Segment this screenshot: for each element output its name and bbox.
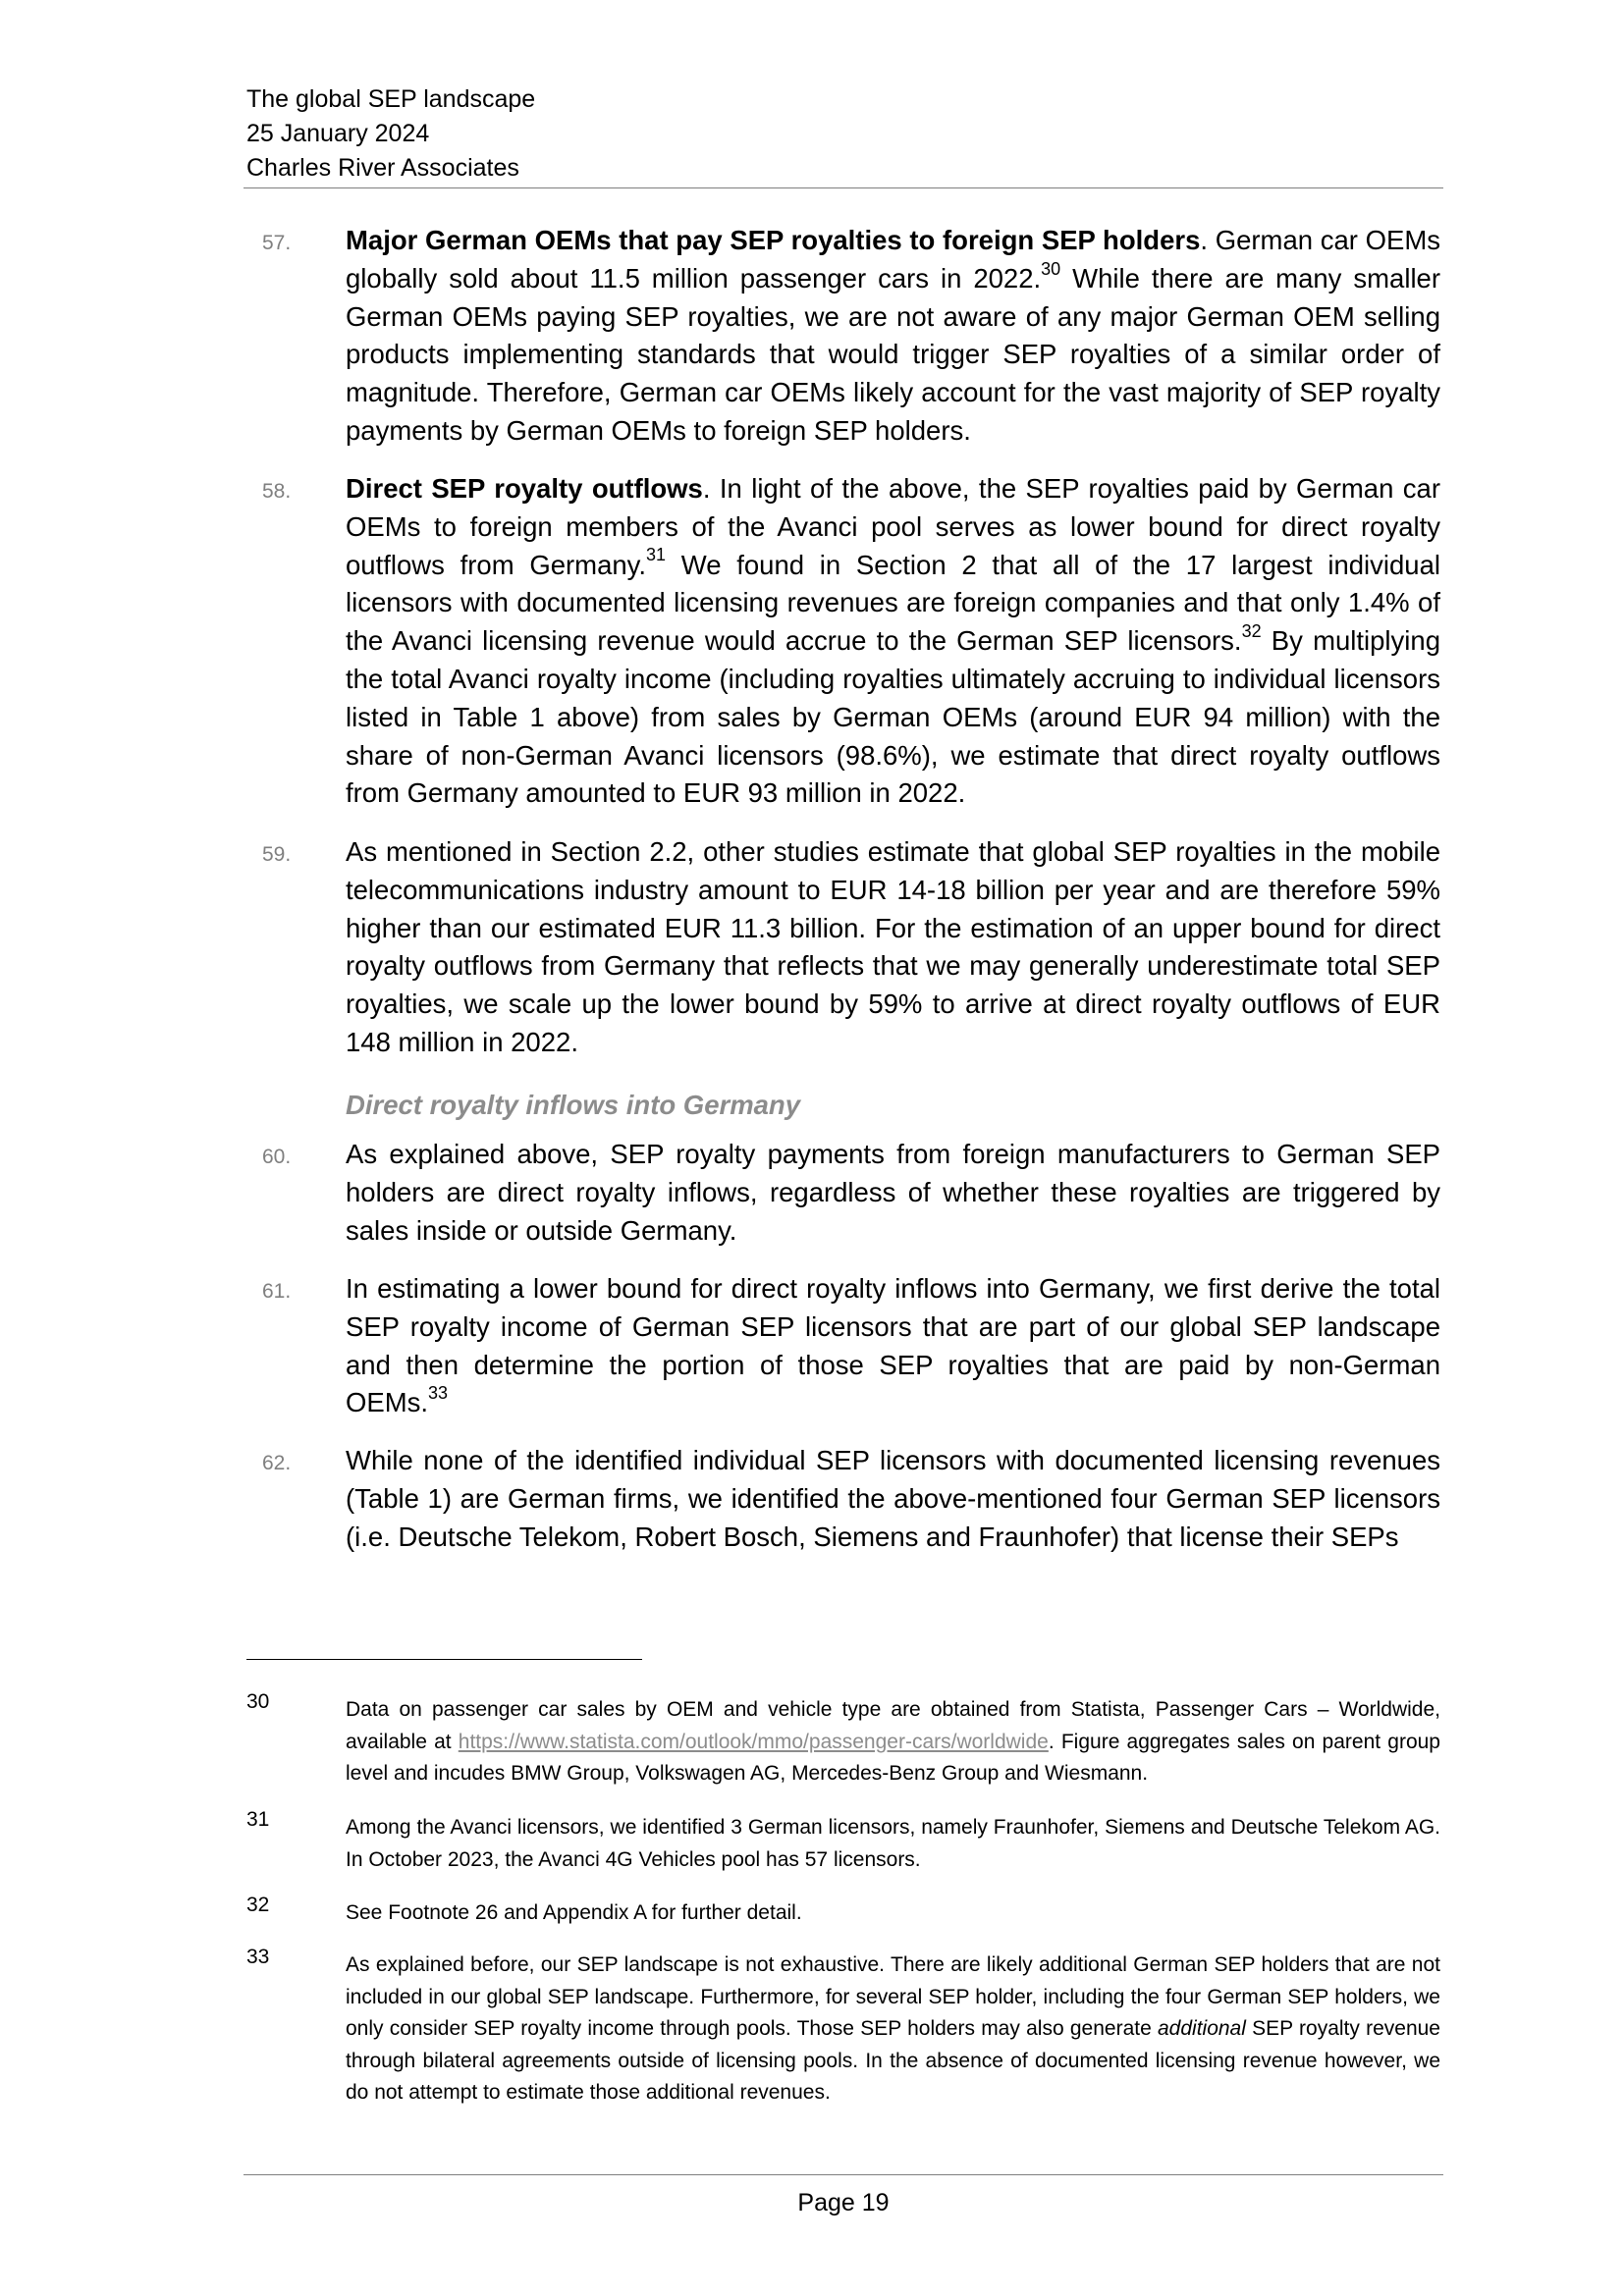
- paragraph-text-part: . In light of the above, the SEP royalties paid by German car OEMs to foreign members of the Avanci pool serves as lower bound for direct royalty outflows from Germany.: [346, 473, 1440, 580]
- footnote-separator: [246, 1659, 642, 1660]
- footnote-text-part: SEP royalty revenue through bilateral agreements outside of licensing pools. In the absence of documented licensing revenue however, we do not attempt to estimate those additional revenues.: [346, 2017, 1440, 2104]
- paragraph-57: [246, 222, 1440, 451]
- footnote-32: [246, 1894, 1440, 1930]
- header-date: 25 January 2024: [246, 120, 430, 147]
- paragraph-text-part: . German car OEMs globally sold about 11.5 million passenger cars in 2022.: [346, 225, 1440, 294]
- footnote-30: [246, 1690, 1440, 1790]
- footnote-number: 32: [246, 1894, 270, 1916]
- footnote-text: [346, 1694, 1440, 1790]
- paragraph-59: [246, 833, 1440, 1062]
- paragraph-number: 62.: [262, 1452, 292, 1474]
- paragraph-text: [346, 470, 1440, 813]
- paragraph-text: [346, 222, 1440, 451]
- paragraph-text: As explained above, SEP royalty payments from foreign manufacturers to German SEP holders are direct royalty inflows, regardless of whether these royalties are triggered by sales inside or outside Germany.: [346, 1139, 1440, 1246]
- header-org: Charles River Associates: [246, 154, 519, 182]
- paragraph-60: [246, 1136, 1440, 1250]
- footnote-text-part: . Figure aggregates sales on parent group level and incudes BMW Group, Volkswagen AG, Mercedes-Benz Group and Wiesmann.: [346, 1730, 1440, 1785]
- footnote-number: 30: [246, 1690, 270, 1713]
- paragraph-61: [246, 1270, 1440, 1422]
- paragraph-number: 59.: [262, 843, 292, 866]
- footnote-number: 33: [246, 1946, 270, 1968]
- header-divider: [244, 187, 1443, 188]
- footnote-text: [346, 1949, 1440, 2109]
- footnote-emphasis: additional: [1158, 2017, 1246, 2040]
- footnote-ref-32[interactable]: 32: [1241, 621, 1262, 642]
- header-title: The global SEP landscape: [246, 85, 536, 113]
- footer-divider: [244, 2174, 1443, 2175]
- paragraph-text-part: In estimating a lower bound for direct royalty inflows into Germany, we first derive the total SEP royalty income of German SEP licensors that are part of our global SEP landscape and then determine the portion of those SEP royalties that are paid by non-German OEMs.: [346, 1273, 1440, 1418]
- footnote-33: [246, 1946, 1440, 2109]
- page-header: [246, 82, 1442, 186]
- footnote-ref-31[interactable]: 31: [646, 545, 667, 565]
- paragraph-text: As mentioned in Section 2.2, other studies estimate that global SEP royalties in the mobile telecommunications industry amount to EUR 14-18 billion per year and are therefore 59% higher than our estimated EUR 11.3 billion. For the estimation of an upper bound for direct royalty outflows from Germany that reflects that we may generally underestimate total SEP royalties, we scale up the lower bound by 59% to arrive at direct royalty outflows of EUR 148 million in 2022.: [346, 836, 1440, 1057]
- paragraph-58: [246, 470, 1440, 813]
- paragraph-bold-lead: Direct SEP royalty outflows: [346, 473, 703, 504]
- footnote-ref-30[interactable]: 30: [1041, 258, 1061, 279]
- footnote-ref-33[interactable]: 33: [428, 1383, 449, 1404]
- paragraph-text-part: While there are many smaller German OEMs paying SEP royalties, we are not aware of any major German OEM selling products implementing standards that would trigger SEP royalties of a similar order of magnitude. Therefore, German car OEMs likely account for the vast majority of SEP royalty payments by German OEMs to foreign SEP holders.: [346, 262, 1441, 446]
- footnote-31: [246, 1808, 1440, 1876]
- footnote-text: See Footnote 26 and Appendix A for further detail.: [346, 1901, 802, 1924]
- statista-link[interactable]: https://www.statista.com/outlook/mmo/passenger-cars/worldwide: [458, 1730, 1049, 1753]
- paragraph-number: 60.: [262, 1146, 292, 1168]
- paragraph-text-part: By multiplying the total Avanci royalty income (including royalties ultimately accruing to individual licensors listed in Table 1 above) from sales by German OEMs (around EUR 94 million) with the share of non-German Avanci licensors (98.6%), we estimate that direct royalty outflows from Germany amounted to EUR 93 million in 2022.: [346, 625, 1440, 809]
- footnote-text-part: Data on passenger car sales by OEM and vehicle type are obtained from Statista, Passenger Cars – Worldwide, available at: [346, 1698, 1440, 1753]
- paragraph-text: [346, 1270, 1440, 1422]
- footnote-text-part: As explained before, our SEP landscape is not exhaustive. There are likely additional German SEP holders that are not included in our global SEP landscape. Furthermore, for several SEP holder, including the four German SEP holders, we only consider SEP royalty income through pools. Those SEP holders may also generate: [346, 1953, 1440, 2040]
- footnote-number: 31: [246, 1808, 270, 1831]
- paragraph-text-part: We found in Section 2 that all of the 17 largest individual licensors with documented licensing revenues are foreign companies and that only 1.4% of the Avanci licensing revenue would accrue to the German SEP licensors.: [346, 549, 1440, 657]
- paragraph-number: 61.: [262, 1280, 292, 1303]
- footnote-text: Among the Avanci licensors, we identified 3 German licensors, namely Fraunhofer, Siemens and Deutsche Telekom AG. In October 2023, the Avanci 4G Vehicles pool has 57 licensors.: [346, 1816, 1440, 1871]
- paragraph-bold-lead: Major German OEMs that pay SEP royalties to foreign SEP holders: [346, 225, 1201, 255]
- section-subheading: Direct royalty inflows into Germany: [346, 1090, 801, 1120]
- paragraph-number: 58.: [262, 480, 292, 503]
- paragraph-text: While none of the identified individual SEP licensors with documented licensing revenues (Table 1) are German firms, we identified the above-mentioned four German SEP licensors (i.e. Deutsche Telekom, Robert Bosch, Siemens and Fraunhofer) that license their SEPs: [346, 1445, 1440, 1552]
- page-number: Page 19: [797, 2189, 890, 2216]
- paragraph-62: [246, 1442, 1440, 1556]
- paragraph-number: 57.: [262, 232, 292, 254]
